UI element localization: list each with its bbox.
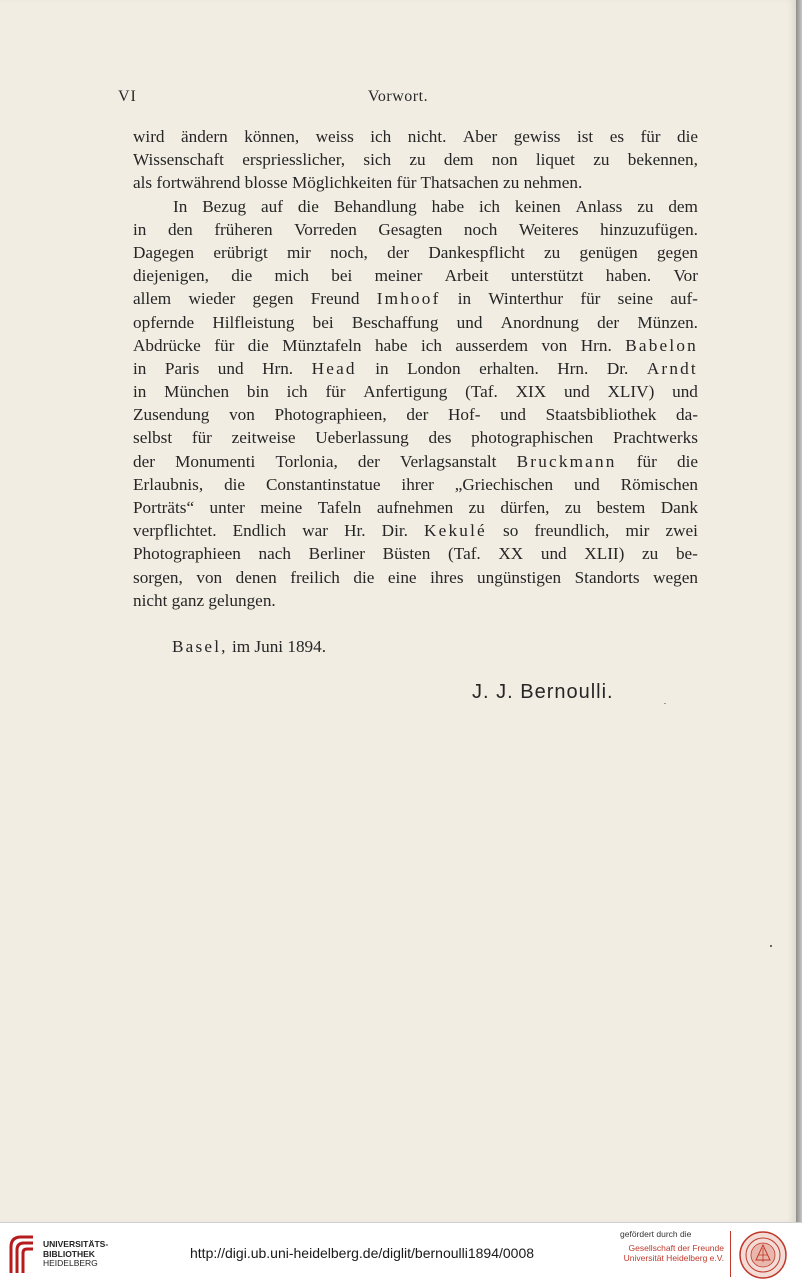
word: Hr. [344,521,366,541]
word: für [191,428,212,448]
word: freilich [290,567,340,587]
footer-divider [730,1231,731,1277]
word: dem [668,196,698,216]
word: nach [258,544,291,564]
sponsor-note: gefördert durch die [620,1229,692,1239]
text-line [133,287,698,310]
word: bei [312,312,334,332]
word: erspriesslicher, [242,150,346,170]
scan-speck [770,945,772,947]
word: Anlass [575,196,623,216]
word: der [387,242,410,262]
word: Weiteres [518,219,579,239]
word: auf- [670,289,698,309]
text-line [133,380,698,403]
word: Münzen. [637,312,698,332]
word: und [217,358,244,378]
text-line [133,125,698,148]
preface-text [133,125,698,612]
library-line-3: HEIDELBERG [43,1258,98,1268]
word: für [214,335,235,355]
word: Arndt [646,358,698,378]
word: Gesagten [378,219,443,239]
word: in [375,358,389,378]
word: für [580,289,601,309]
word: erhalten. [479,358,539,378]
word: photographischen [471,428,594,448]
word: Endlich [232,521,287,541]
word: zu [468,498,485,517]
word: selbst [133,428,173,448]
date: im Juni 1894. [231,637,327,656]
viewer-footer [0,1222,802,1283]
word: Berliner [308,544,365,564]
word: Dankespflicht [428,242,525,262]
word: und [500,405,526,425]
place: Basel, [172,637,228,656]
text-line [133,519,698,542]
word: der [357,451,380,471]
word: zwei [665,521,698,541]
text-line [133,241,698,264]
word: ihres [430,567,464,587]
word: Büsten [382,544,431,564]
word: so [503,521,519,541]
word: opfernde [133,312,195,332]
word: Abdrücke [133,335,201,355]
word: haben. [605,266,652,286]
word: Hrn. [580,335,612,355]
word: die [677,127,698,146]
word: noch [463,219,498,239]
word: bekennen, [627,150,698,170]
word: die [247,335,269,355]
word: wegen [653,567,698,587]
word: den [167,219,193,239]
text-line [133,334,698,357]
word: und [540,544,567,564]
word: ich [286,382,308,402]
text-line [133,218,698,241]
word: Vorreden [294,219,357,239]
word: habe [431,196,465,216]
word: Dr. [606,358,629,378]
word: Bruckmann [516,451,617,471]
word: ich [420,335,442,355]
word: seine [617,289,653,309]
word: die [353,567,375,587]
word: Winterthur [488,289,564,309]
library-line-2: BIBLIOTHEK [43,1248,95,1259]
word: diejenigen, [133,266,209,286]
word: habe [375,335,408,355]
text-line [133,148,698,171]
text-line [133,566,698,589]
word: zu [642,544,659,564]
word: Beschaffung [351,312,439,332]
word: von [196,567,223,587]
word: in [457,289,472,309]
word: die [231,266,253,286]
word: unter [209,498,245,517]
word: von [229,405,255,425]
word: Dagegen [133,242,195,262]
word: Imhoof [376,289,441,309]
word: Wissenschaft [133,150,224,170]
word: Prachtwerks [612,428,698,448]
word: ungünstigen [477,567,562,587]
word: für [325,382,346,402]
word: bin [246,382,269,402]
word: liquet [535,150,575,170]
word: zu [543,242,561,262]
word: war [302,521,328,541]
running-head [0,88,796,110]
word: ihrer [401,474,434,494]
word: bei [331,266,353,286]
word: da- [676,405,698,425]
word: Head [311,358,357,378]
word: Dank [660,498,698,517]
word: in [133,219,147,239]
word: gewiss [513,127,561,146]
word: bestem [596,498,646,517]
word: ändern [180,127,228,146]
word: Monumenti [175,451,256,471]
word: dem [443,150,474,170]
word: in [133,358,147,378]
word: und [456,312,483,332]
word: Vor [673,266,698,286]
word: Staatsbibliothek [545,405,657,425]
place-date [172,637,326,657]
text-line [133,426,698,449]
word: „Griechischen [454,474,554,494]
word: wieder [188,289,236,309]
word: Arbeit [444,266,489,286]
word: gegen [656,242,698,262]
word: wird [133,127,165,146]
university-library-logo-icon[interactable] [7,1233,37,1275]
word: Münztafeln [282,335,362,355]
word: Tafeln [317,498,362,517]
word: meiner [374,266,423,286]
word: zu [593,150,610,170]
word: und [563,382,590,402]
word: hinzuzufügen. [600,219,698,239]
word: Hrn. [262,358,294,378]
library-line-1: UNIVERSITÄTS- [43,1239,109,1249]
scan-speck [664,703,666,704]
signature: J. J. Bernoulli. [472,681,614,703]
word: Aber [462,127,498,146]
word: Bezug [202,196,247,216]
page-edge-shadow [796,0,802,1222]
word: sich [363,150,392,170]
word: XX [498,544,524,564]
library-name[interactable] [43,1240,108,1269]
word: mir [287,242,311,262]
word: für [636,451,657,471]
word: Porträts“ [133,498,195,517]
text-line [133,450,698,473]
word: Anfertigung [363,382,448,402]
word: früheren [214,219,273,239]
word: Babelon [625,335,698,355]
word: freundlich, [534,521,610,541]
word: Standorts [574,567,640,587]
text-line [133,542,698,565]
word: eine [387,567,417,587]
word: non [491,150,518,170]
word: ausserdem [455,335,528,355]
word: Hrn. [557,358,589,378]
word: in [133,382,147,402]
word: und [672,382,698,402]
word: zu [564,498,582,517]
word: die [676,451,698,471]
word: XIX [515,382,547,402]
sponsor-name[interactable] [612,1243,724,1263]
word: Zusendung [133,405,210,425]
word: dürfen, [500,498,550,517]
word: erübrigt [213,242,268,262]
word: Hilfleistung [212,312,295,332]
word: Kekulé [424,521,487,541]
word: es [609,127,625,146]
word: zeitweise [231,428,296,448]
word: der [597,312,620,332]
word: aufnehmen [376,498,454,517]
word: Ueberlassung [315,428,409,448]
text-line [133,496,698,519]
word: Paris [164,358,200,378]
word: Erlaubnis, [133,474,204,494]
word: gegen [252,289,294,309]
word: des [428,428,452,448]
word: keinen [514,196,561,216]
text-line [133,357,698,380]
word: die [224,474,246,494]
university-seal-icon[interactable] [738,1230,788,1280]
text-line: als fortwährend blosse Möglichkeiten für Thatsachen zu nehmen. [133,173,583,193]
permalink-url[interactable]: http://digi.ub.uni-heidelberg.de/diglit/bernoulli1894/0008 [190,1245,535,1261]
word: zu [637,196,654,216]
running-title: Vorwort. [367,88,429,105]
word: ich [370,127,392,146]
word: Constantinstatue [265,474,381,494]
word: denen [235,567,277,587]
word: Hof- [448,405,481,425]
text-line [133,195,698,218]
word: von [541,335,568,355]
word: noch, [330,242,368,262]
word: ist [576,127,594,146]
word: Dir. [381,521,408,541]
word: sorgen, [133,567,183,587]
word: mich [274,266,309,286]
sponsor-line-1: Gesellschaft der Freunde [628,1243,724,1253]
word: Photographieen [133,544,241,564]
word: und [573,474,600,494]
text-line: nicht ganz gelungen. [133,590,276,610]
word: für [640,127,661,146]
word: München [164,382,230,402]
word: nicht. [407,127,447,146]
text-line [133,264,698,287]
word: Torlonia, [275,451,338,471]
word: auf [261,196,283,216]
word: der [406,405,429,425]
word: zu [409,150,426,170]
word: Photographieen, [274,405,387,425]
word: London [407,358,461,378]
word: Behandlung [333,196,417,216]
word: Anordnung [500,312,579,332]
word: können, [244,127,300,146]
word: allem [133,289,172,309]
text-line [133,403,698,426]
sponsor-line-2: Universität Heidelberg e.V. [623,1253,724,1263]
word: meine [260,498,303,517]
word: Verlagsanstalt [400,451,497,471]
word: In [173,196,188,216]
word: genügen [579,242,638,262]
word: XLIV) [607,382,655,402]
word: Römischen [620,474,698,494]
text-line [133,473,698,496]
word: verpflichtet. [133,521,217,541]
word: (Taf. [448,544,481,564]
word: (Taf. [465,382,498,402]
text-line [133,311,698,334]
word: weiss [315,127,354,146]
word: ich [478,196,500,216]
word: be- [675,544,698,564]
word: der [133,451,155,471]
word: Freund [310,289,360,309]
word: mir [625,521,650,541]
word: die [297,196,319,216]
page-number: VI [118,88,137,105]
word: XLII) [584,544,625,564]
word: unterstützt [510,266,584,286]
